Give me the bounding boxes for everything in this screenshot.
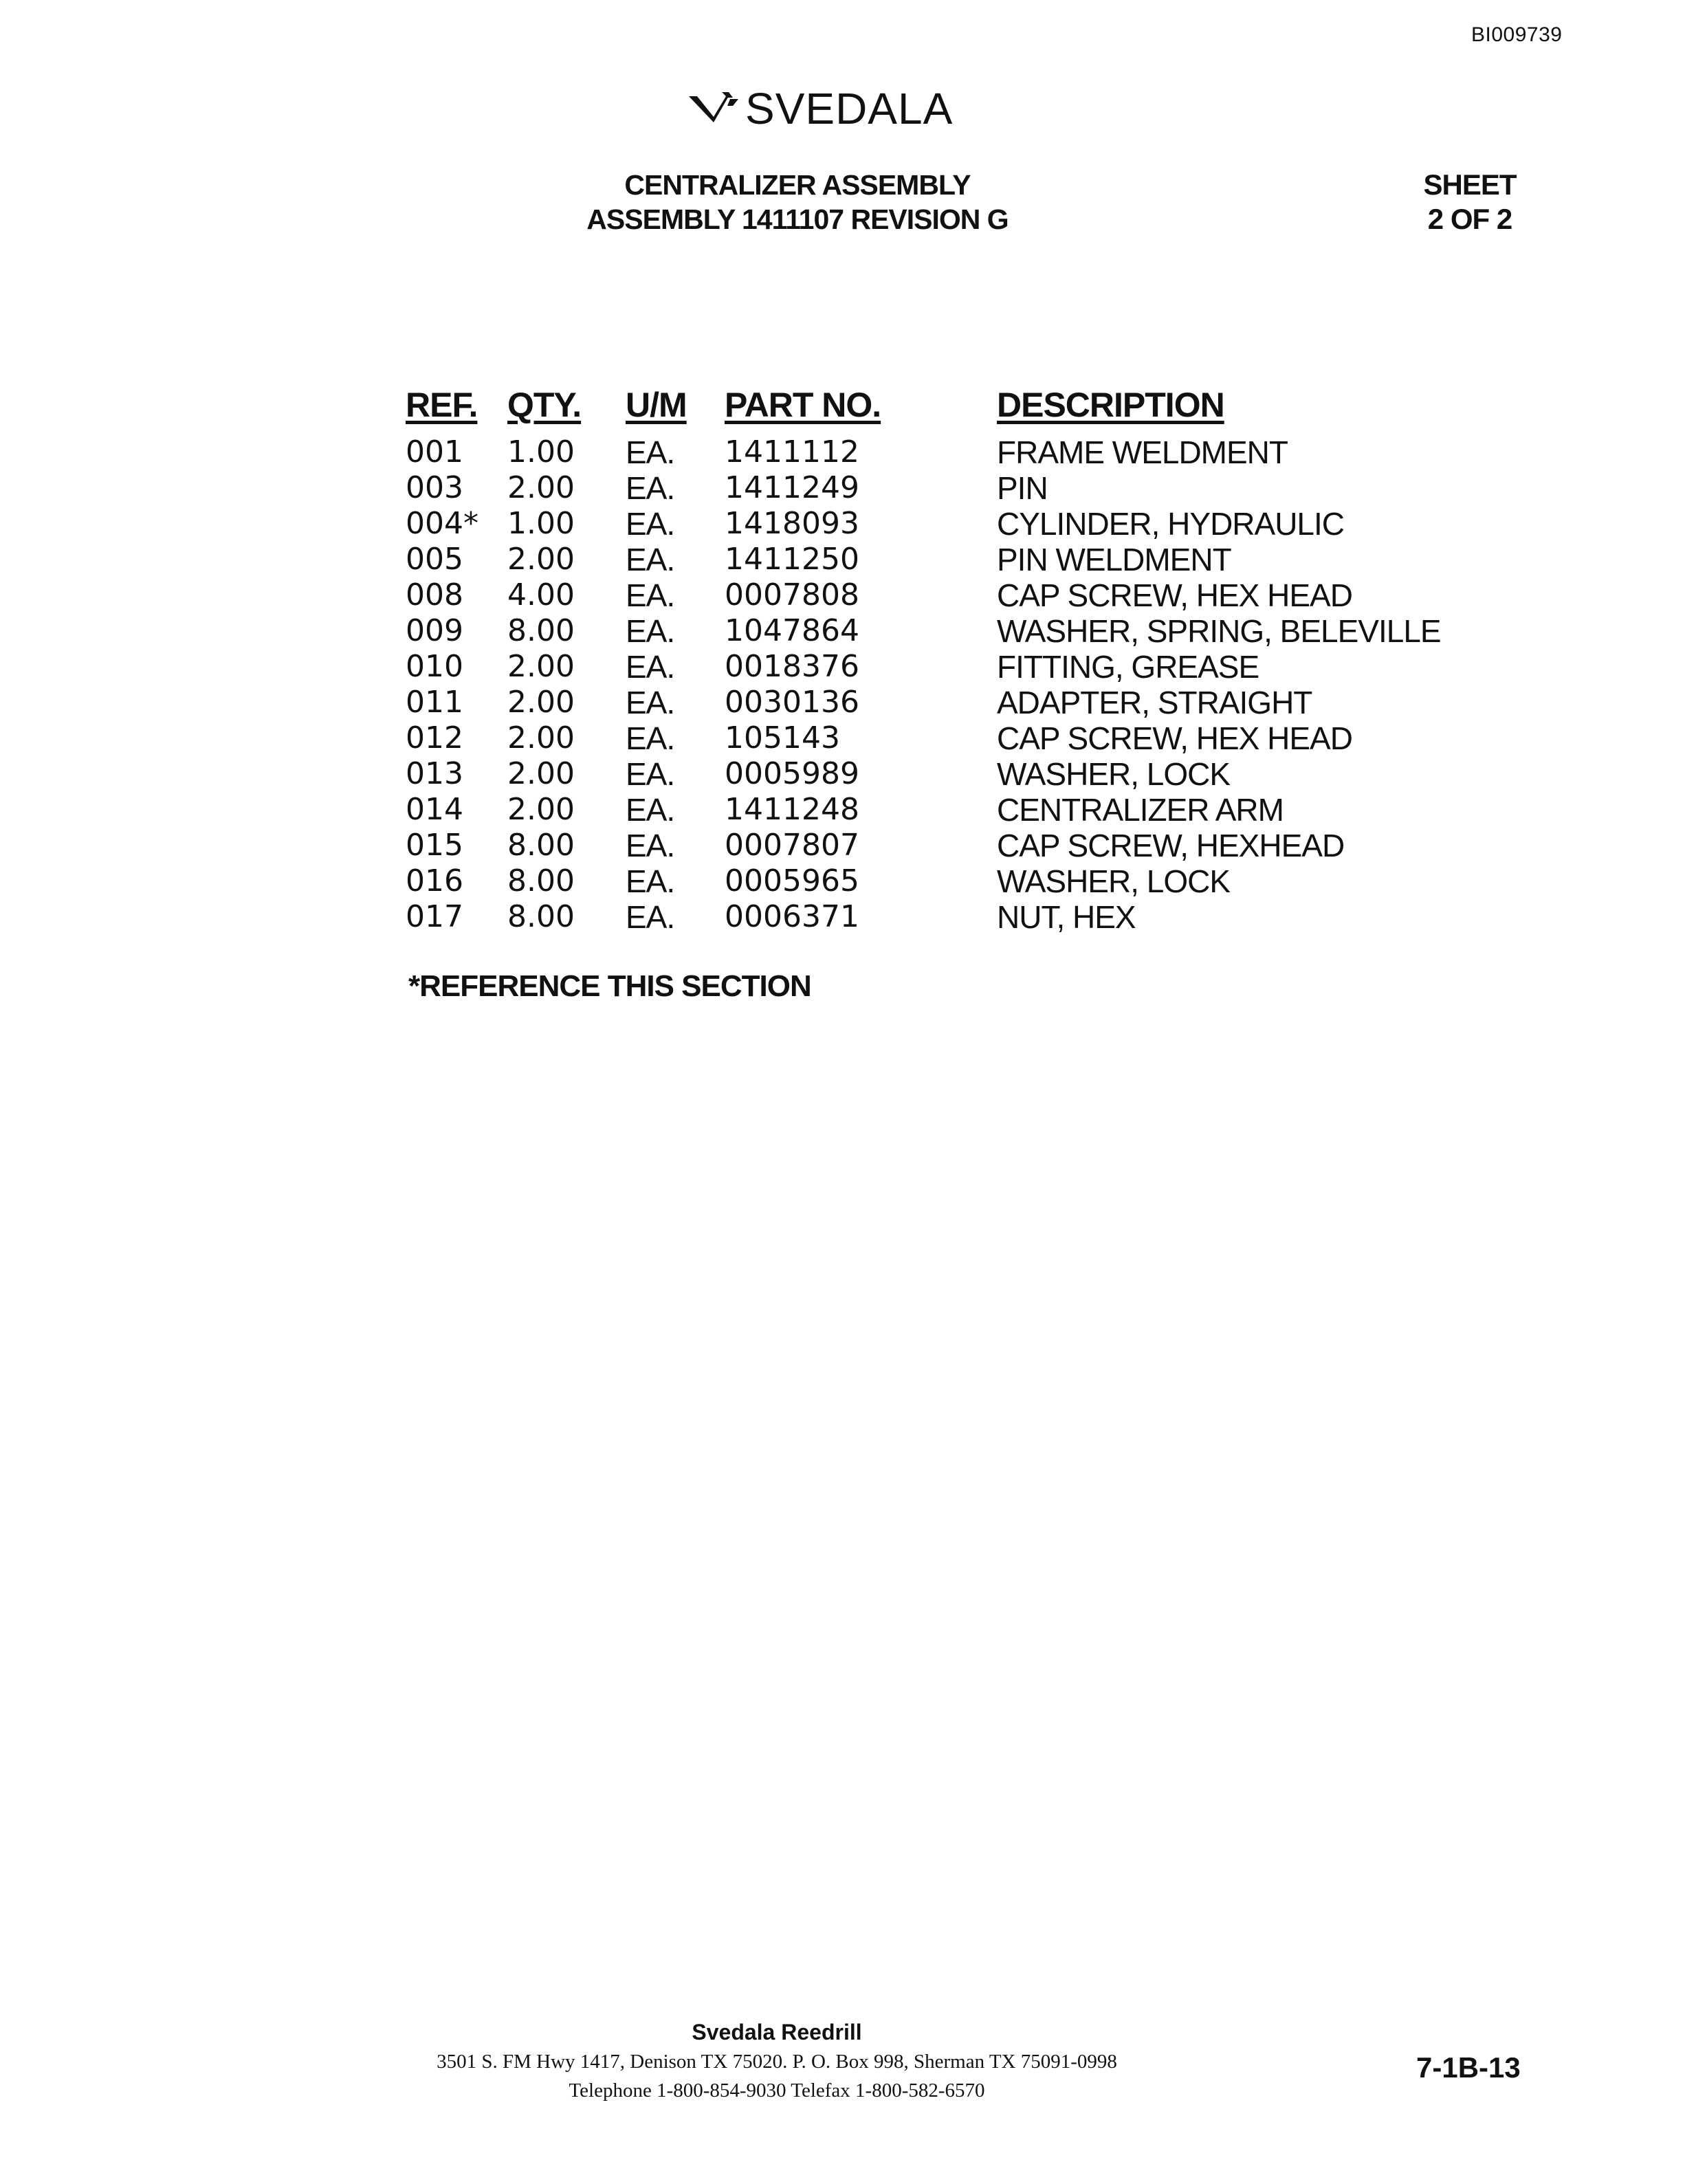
cell-part-no: 0030136 bbox=[725, 685, 859, 720]
cell-um: EA. bbox=[626, 577, 675, 613]
cell-ref: 003 bbox=[406, 470, 463, 505]
cell-part-no: 1411112 bbox=[725, 434, 859, 470]
cell-ref: 016 bbox=[406, 863, 463, 898]
cell-um: EA. bbox=[626, 720, 675, 756]
cell-ref: 008 bbox=[406, 577, 463, 613]
cell-ref: 009 bbox=[406, 613, 463, 648]
cell-qty: 8.00 bbox=[507, 863, 575, 898]
cell-description: PIN bbox=[997, 470, 1048, 506]
cell-qty: 2.00 bbox=[507, 649, 575, 684]
cell-um: EA. bbox=[626, 434, 675, 470]
header-part-no: PART NO. bbox=[725, 386, 881, 424]
footer bbox=[371, 2017, 1182, 2105]
cell-ref: 005 bbox=[406, 542, 463, 577]
cell-qty: 2.00 bbox=[507, 756, 575, 791]
cell-part-no: 1418093 bbox=[725, 506, 859, 541]
cell-ref: 010 bbox=[406, 649, 463, 684]
brand-name: SVEDALA bbox=[745, 84, 954, 133]
document-title bbox=[577, 168, 1017, 236]
cell-qty: 8.00 bbox=[507, 828, 575, 863]
cell-part-no: 0006371 bbox=[725, 899, 859, 934]
cell-qty: 2.00 bbox=[507, 542, 575, 577]
reference-note: *REFERENCE THIS SECTION bbox=[408, 969, 811, 1003]
cell-um: EA. bbox=[626, 470, 675, 506]
cell-um: EA. bbox=[626, 613, 675, 649]
cell-part-no: 0005989 bbox=[725, 756, 859, 791]
cell-um: EA. bbox=[626, 828, 675, 863]
cell-description: FRAME WELDMENT bbox=[997, 434, 1288, 470]
cell-part-no: 1411248 bbox=[725, 792, 859, 827]
cell-um: EA. bbox=[626, 685, 675, 720]
cell-um: EA. bbox=[626, 756, 675, 792]
cell-qty: 1.00 bbox=[507, 434, 575, 470]
cell-qty: 4.00 bbox=[507, 577, 575, 613]
svedala-logo bbox=[687, 84, 954, 133]
cell-um: EA. bbox=[626, 506, 675, 542]
svedala-chevron-logo-icon bbox=[687, 89, 741, 128]
cell-qty: 2.00 bbox=[507, 792, 575, 827]
cell-ref: 012 bbox=[406, 720, 463, 755]
cell-part-no: 0018376 bbox=[725, 649, 859, 684]
title-line-1: CENTRALIZER ASSEMBLY bbox=[624, 169, 971, 201]
header-ref: REF. bbox=[406, 386, 478, 424]
cell-description: PIN WELDMENT bbox=[997, 542, 1231, 577]
header-qty: QTY. bbox=[507, 386, 582, 424]
cell-part-no: 1411250 bbox=[725, 542, 859, 577]
cell-um: EA. bbox=[626, 792, 675, 828]
cell-description: NUT, HEX bbox=[997, 899, 1136, 935]
cell-qty: 8.00 bbox=[507, 613, 575, 648]
cell-qty: 2.00 bbox=[507, 470, 575, 505]
cell-description: CAP SCREW, HEX HEAD bbox=[997, 577, 1352, 613]
cell-part-no: 105143 bbox=[725, 720, 840, 755]
cell-um: EA. bbox=[626, 899, 675, 935]
header-um: U/M bbox=[626, 386, 687, 424]
cell-description: WASHER, LOCK bbox=[997, 863, 1231, 899]
cell-part-no: 0005965 bbox=[725, 863, 859, 898]
cell-ref: 013 bbox=[406, 756, 463, 791]
cell-qty: 8.00 bbox=[507, 899, 575, 934]
cell-ref: 004* bbox=[406, 506, 478, 541]
cell-ref: 015 bbox=[406, 828, 463, 863]
cell-qty: 2.00 bbox=[507, 685, 575, 720]
sheet-indicator bbox=[1422, 168, 1518, 236]
document-id: BI009739 bbox=[1471, 23, 1563, 46]
cell-um: EA. bbox=[626, 542, 675, 577]
cell-description: WASHER, LOCK bbox=[997, 756, 1231, 792]
cell-part-no: 0007807 bbox=[725, 828, 859, 863]
footer-phone: Telephone 1-800-854-9030 Telefax 1-800-582-6570 bbox=[569, 2080, 985, 2102]
footer-address: 3501 S. FM Hwy 1417, Denison TX 75020. P. O. Box 998, Sherman TX 75091-0998 bbox=[437, 2051, 1117, 2073]
cell-um: EA. bbox=[626, 863, 675, 899]
footer-company: Svedala Reedrill bbox=[692, 2020, 862, 2044]
header-description: DESCRIPTION bbox=[997, 386, 1224, 424]
cell-description: CENTRALIZER ARM bbox=[997, 792, 1284, 828]
cell-um: EA. bbox=[626, 649, 675, 685]
cell-description: CAP SCREW, HEX HEAD bbox=[997, 720, 1352, 756]
sheet-label: SHEET bbox=[1423, 168, 1517, 201]
cell-description: CAP SCREW, HEXHEAD bbox=[997, 828, 1345, 863]
cell-part-no: 1047864 bbox=[725, 613, 859, 648]
cell-description: CYLINDER, HYDRAULIC bbox=[997, 506, 1344, 542]
cell-description: ADAPTER, STRAIGHT bbox=[997, 685, 1312, 720]
cell-description: WASHER, SPRING, BELEVILLE bbox=[997, 613, 1441, 649]
page-number: 7-1B-13 bbox=[1416, 2051, 1521, 2084]
sheet-count: 2 OF 2 bbox=[1427, 203, 1512, 235]
cell-ref: 017 bbox=[406, 899, 463, 934]
cell-part-no: 0007808 bbox=[725, 577, 859, 613]
cell-qty: 1.00 bbox=[507, 506, 575, 541]
cell-ref: 001 bbox=[406, 434, 463, 470]
title-line-2: ASSEMBLY 1411107 REVISION G bbox=[586, 203, 1009, 235]
cell-part-no: 1411249 bbox=[725, 470, 859, 505]
cell-qty: 2.00 bbox=[507, 720, 575, 755]
cell-ref: 011 bbox=[406, 685, 463, 720]
cell-description: FITTING, GREASE bbox=[997, 649, 1259, 685]
cell-ref: 014 bbox=[406, 792, 463, 827]
